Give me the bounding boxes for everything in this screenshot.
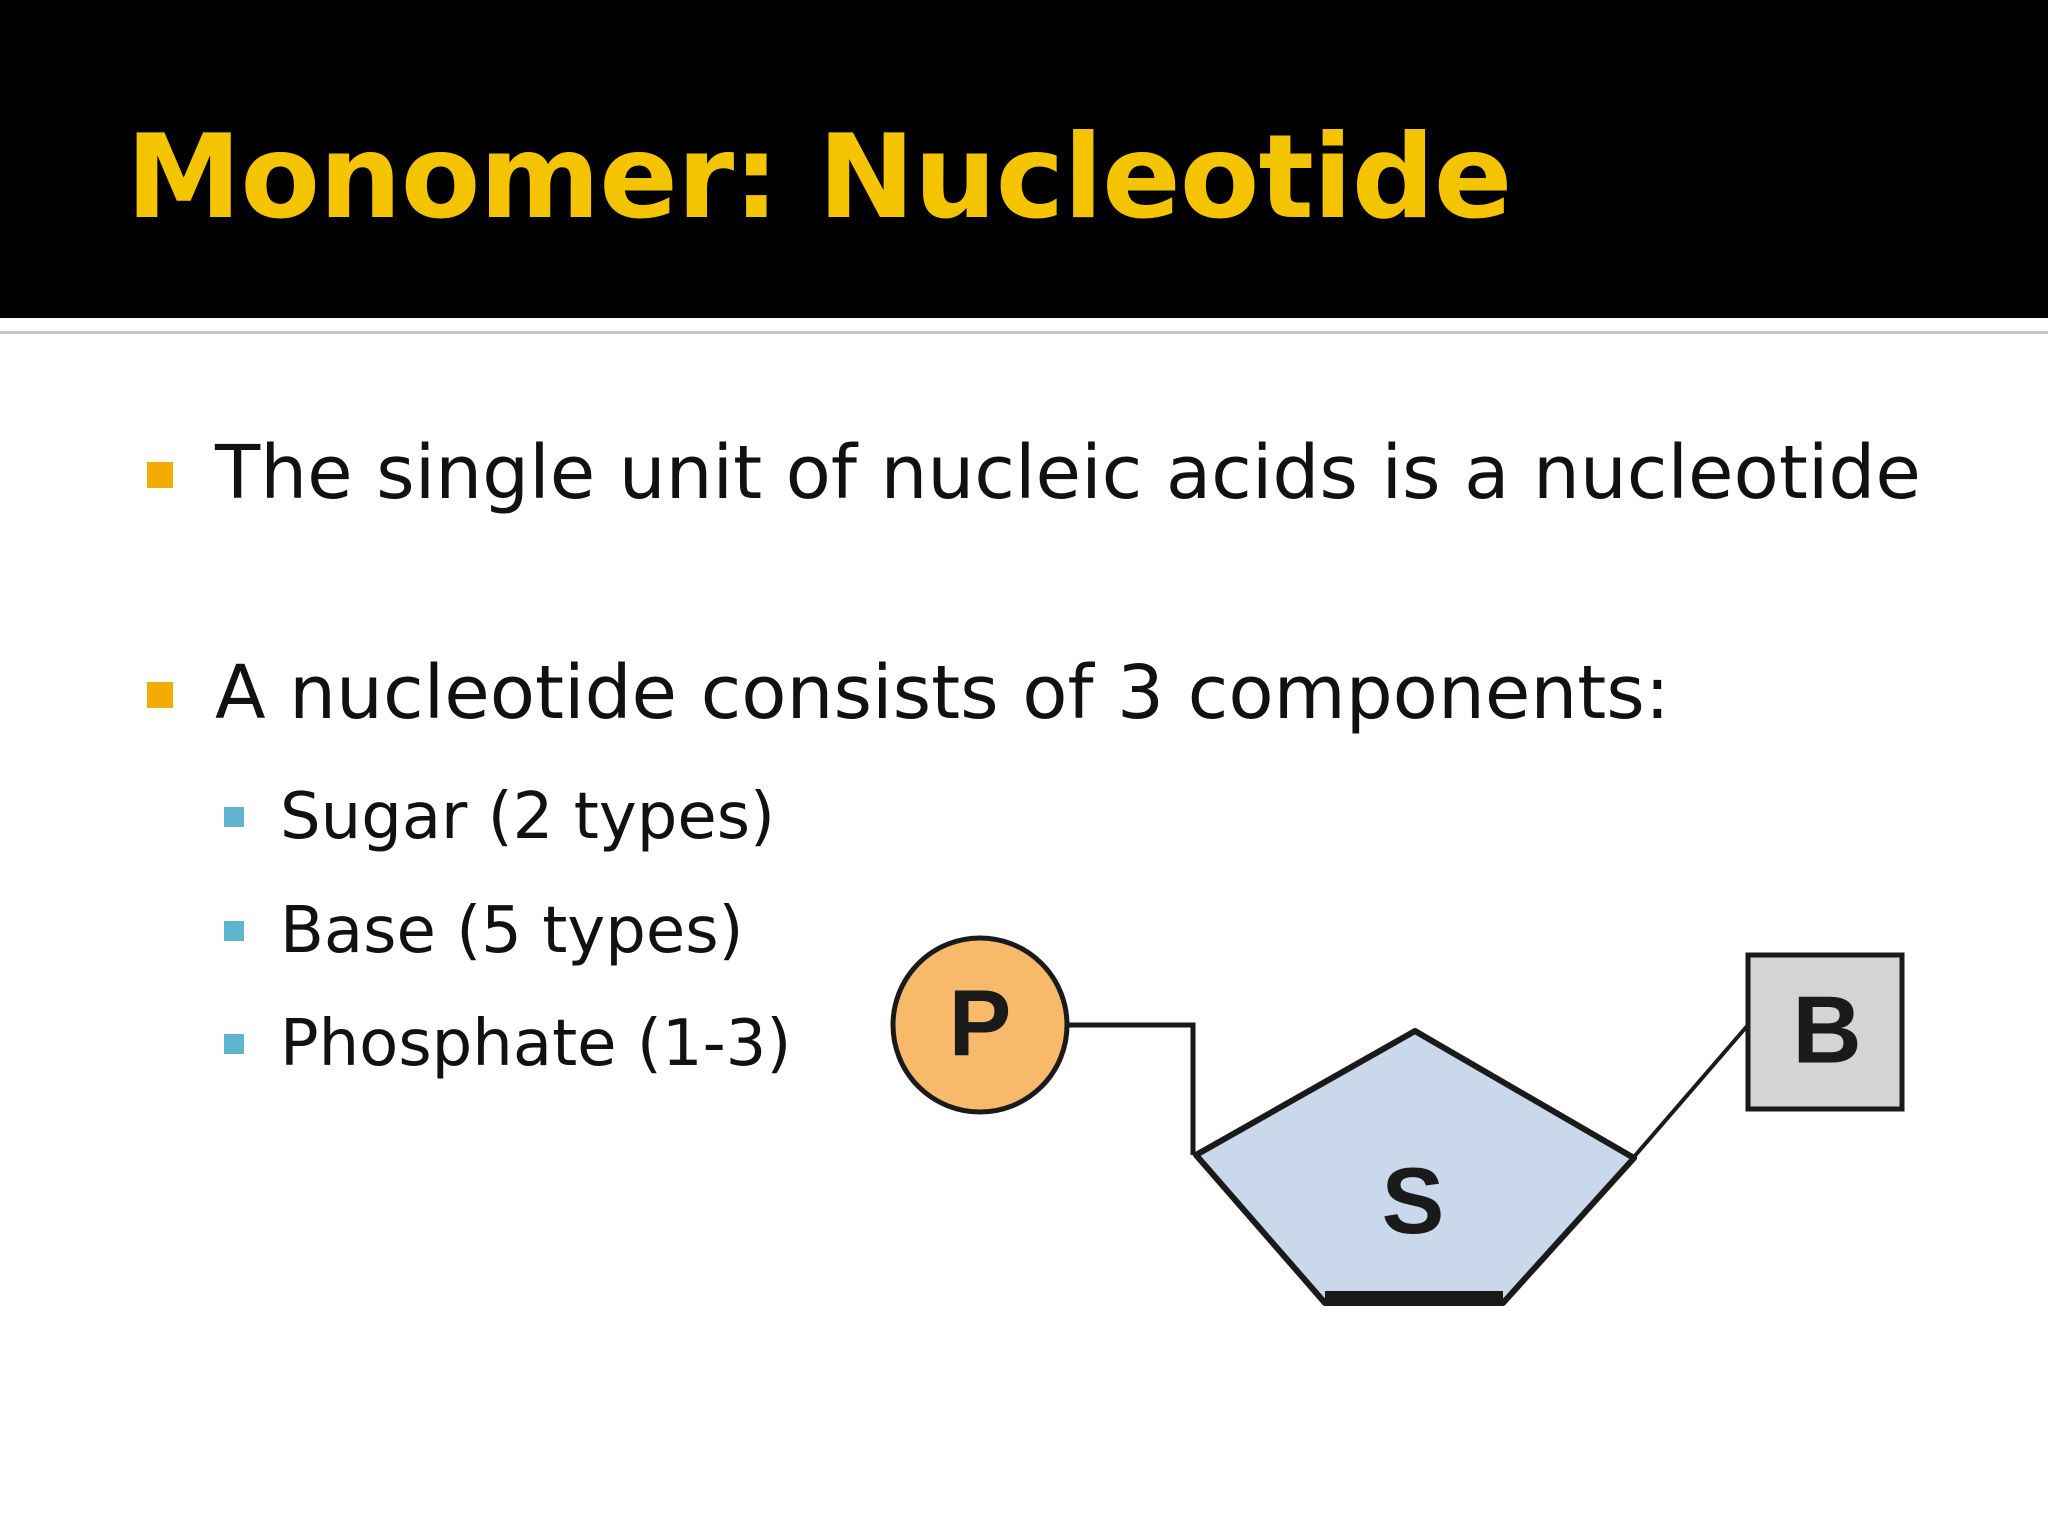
phosphate-sugar-bond: [1068, 1025, 1193, 1155]
sub-bullet-text: Phosphate (1-3): [280, 1007, 792, 1081]
phosphate-label: P: [948, 969, 1012, 1075]
sugar-base-bond: [1633, 1025, 1748, 1158]
bullet-text: The single unit of nucleic acids is a nucleotide: [215, 430, 1921, 516]
bullet-text: A nucleotide consists of 3 components:: [215, 650, 1670, 736]
sub-bullet-text: Base (5 types): [280, 894, 744, 968]
sugar-label: S: [1381, 1147, 1445, 1253]
slide-title: Monomer: Nucleotide: [126, 110, 1512, 245]
sub-bullet-text: Sugar (2 types): [280, 780, 775, 854]
base-label: B: [1792, 976, 1862, 1084]
